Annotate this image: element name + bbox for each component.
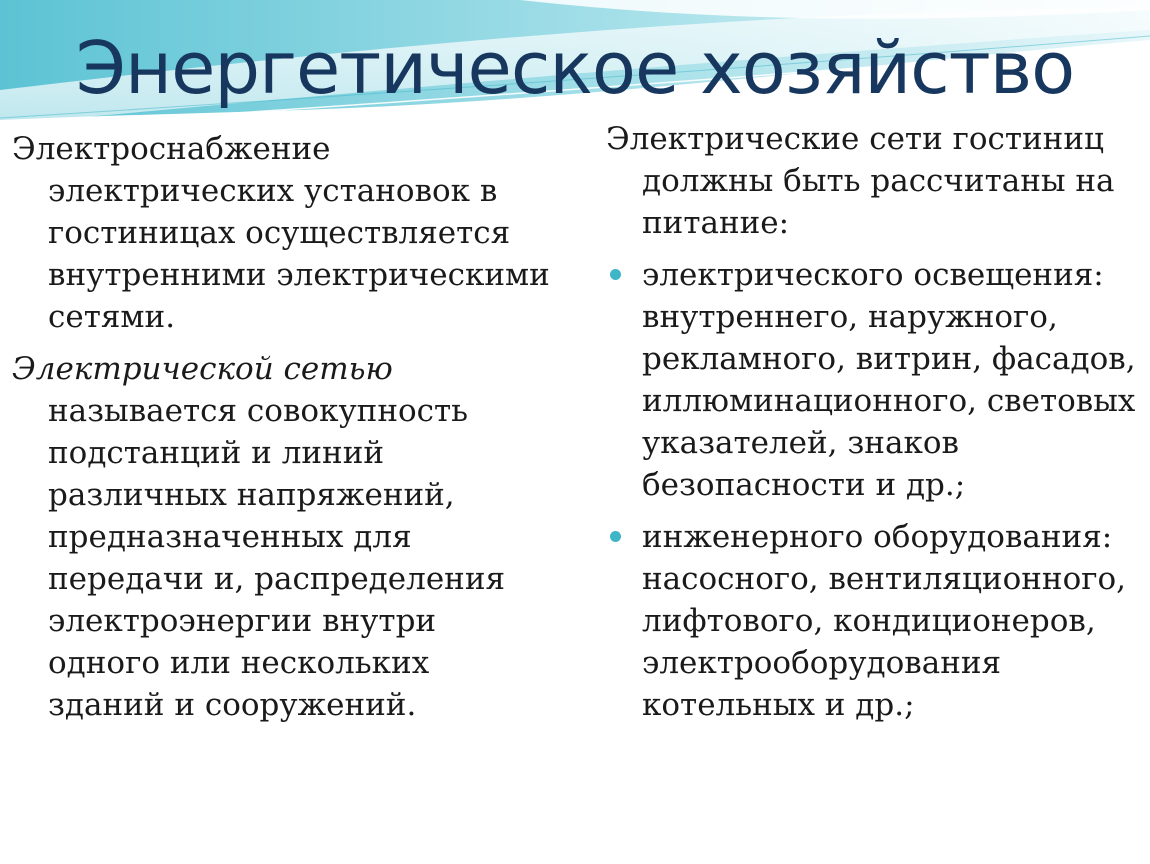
bullet-icon [610,531,621,542]
slide-title: Энергетическое хозяйство [75,26,1075,110]
list-item-text: инженерного оборудования: насосного, вентиляционного, лифтового, кондиционеров, электрооборудования котельных и др.; [642,519,1126,723]
paragraph-networks-intro: Электрические сети гостиниц должны быть рассчитаны на питание: [606,121,1115,241]
list-item [606,254,1146,506]
paragraph-network-definition [12,348,552,726]
list-item-text: электрического освещения: внутреннего, наружного, рекламного, витрин, фасадов, иллюминационного, световых указателей, знаков безопасности и др.; [642,257,1136,503]
term-electric-network: Электрической сетью [12,351,393,387]
bullet-list [606,254,1146,726]
bullet-icon [610,269,621,280]
right-column [606,118,1146,736]
definition-text: называется совокупность подстанций и линий различных напряжений, предназначенных для передачи и, распределения электроэнергии внутри одного или нескольких зданий и сооружений. [48,393,506,723]
list-item [606,516,1146,726]
paragraph-power-supply: Электроснабжение электрических установок в гостиницах осуществляется внутренними электрическими сетями. [12,131,550,335]
left-column [12,128,552,726]
